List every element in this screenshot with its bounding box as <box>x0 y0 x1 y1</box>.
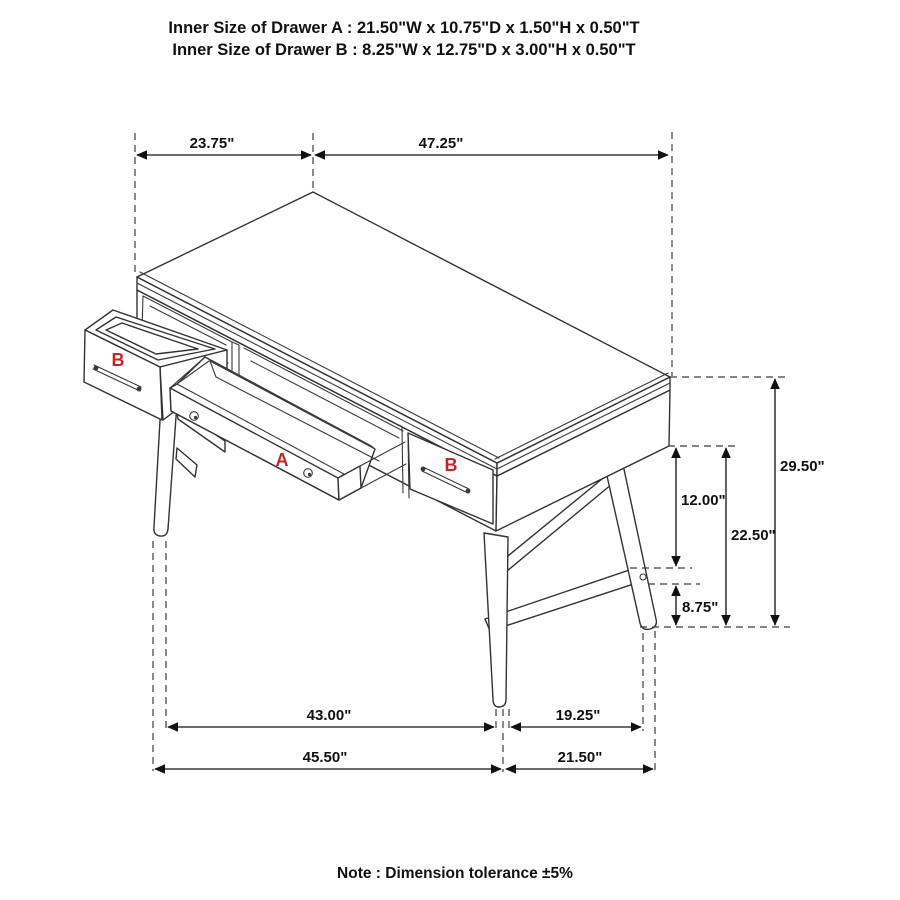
dim-label-215: 21.50" <box>557 749 603 766</box>
label-right-drawer-b: B <box>444 455 458 475</box>
dim-label-875: 8.75" <box>682 599 719 616</box>
title-line-drawer-a: Inner Size of Drawer A : 21.50"W x 10.75"D x 1.50"H x 0.50"T <box>168 19 640 37</box>
drawer-a-knob-left-dot <box>194 416 197 419</box>
right-side-lower-stretcher <box>485 566 646 631</box>
label-drawer-a: A <box>275 450 289 470</box>
label-left-drawer-b: B <box>111 350 125 370</box>
left-drawer-handle-end <box>137 387 142 392</box>
right-drawer-handle-end <box>466 489 471 494</box>
dim-label-225: 22.50" <box>731 527 776 544</box>
dim-label-43: 43.00" <box>306 707 352 724</box>
drawer-a-knob-right-dot <box>308 473 311 476</box>
tolerance-note: Note : Dimension tolerance ±5% <box>337 865 573 882</box>
right-drawer-handle-end <box>421 467 426 472</box>
dim-label-295: 29.50" <box>780 458 825 475</box>
dim-label-1925: 19.25" <box>555 707 601 724</box>
leg-back-right <box>605 460 656 629</box>
title-line-drawer-b: Inner Size of Drawer B : 8.25"W x 12.75"D x 3.00"H x 0.50"T <box>172 41 636 59</box>
left-drawer-handle-end <box>94 366 99 371</box>
left-side-lower-stretcher <box>176 448 197 477</box>
dim-label-top-left: 23.75" <box>189 135 235 152</box>
dim-label-12: 12.00" <box>681 492 726 509</box>
dim-label-top-right: 47.25" <box>418 135 464 152</box>
dim-label-455: 45.50" <box>302 749 348 766</box>
title-block <box>168 19 639 59</box>
